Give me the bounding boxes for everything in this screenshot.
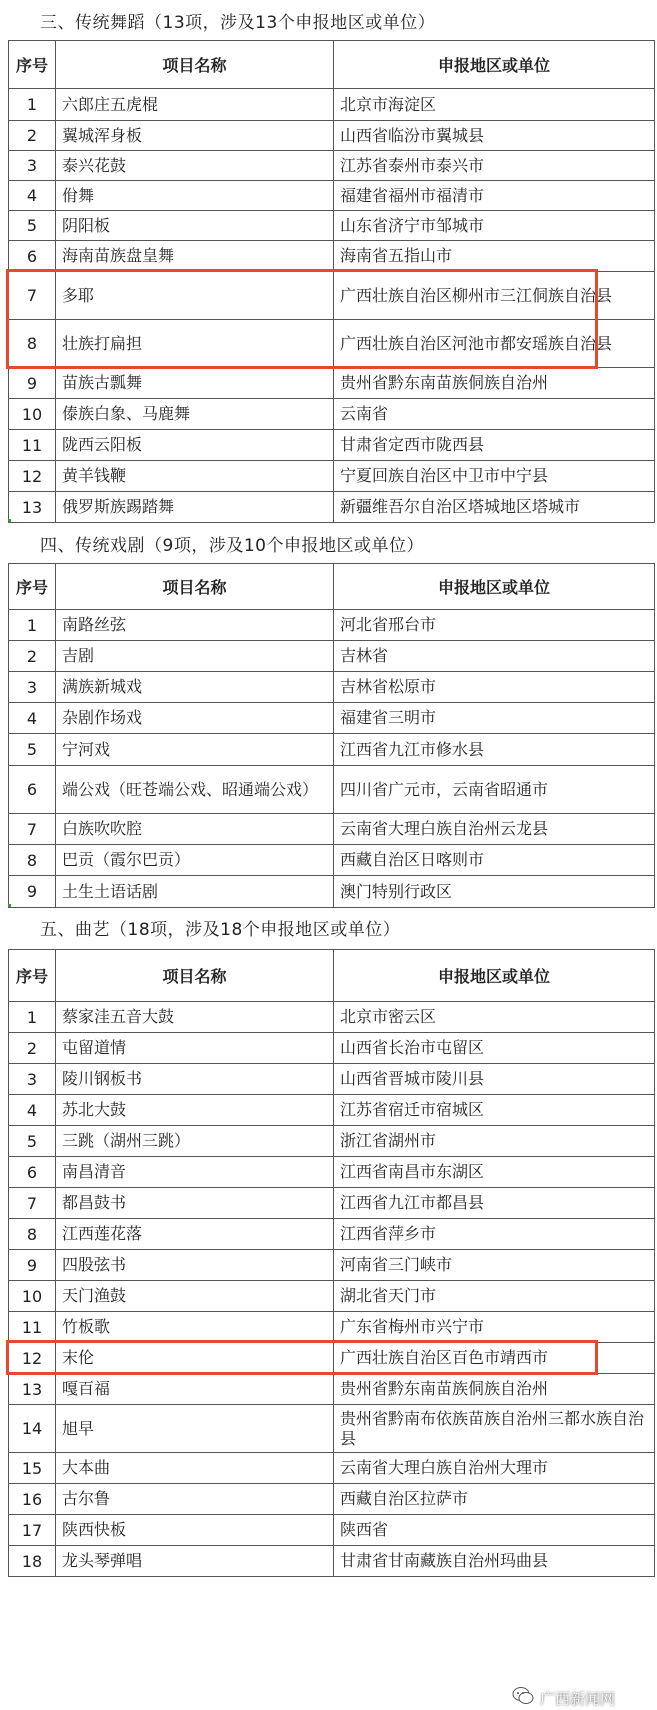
region-name: 福建省三明市	[334, 703, 655, 734]
item-name: 古尔鲁	[56, 1484, 334, 1515]
item-name: 南昌清音	[56, 1157, 334, 1188]
table-row	[9, 734, 655, 766]
region-name: 陕西省	[334, 1515, 655, 1546]
row-number: 6	[9, 766, 56, 814]
table-row	[9, 1312, 655, 1343]
row-number: 8	[9, 845, 56, 876]
region-name: 江西省九江市修水县	[334, 734, 655, 766]
region-name: 西藏自治区日喀则市	[334, 845, 655, 876]
corner-mark	[8, 904, 11, 907]
region-name: 广西壮族自治区河池市都安瑶族自治县	[334, 320, 655, 368]
table-row	[9, 641, 655, 672]
item-name: 屯留道情	[56, 1033, 334, 1064]
table-row	[9, 1343, 655, 1374]
row-number: 14	[9, 1405, 56, 1453]
row-number: 15	[9, 1453, 56, 1484]
row-number: 10	[9, 1281, 56, 1312]
table-row	[9, 1002, 655, 1033]
table-row	[9, 368, 655, 399]
row-number: 1	[9, 1002, 56, 1033]
item-name: 苏北大鼓	[56, 1095, 334, 1126]
heritage-table	[8, 40, 655, 523]
row-number: 11	[9, 430, 56, 461]
item-name: 旭早	[56, 1405, 334, 1453]
wechat-icon	[512, 1686, 534, 1706]
row-number: 12	[9, 461, 56, 492]
region-name: 云南省大理白族自治州大理市	[334, 1453, 655, 1484]
region-name: 江西省南昌市东湖区	[334, 1157, 655, 1188]
item-name: 白族吹吹腔	[56, 814, 334, 845]
row-number: 13	[9, 1374, 56, 1405]
region-name: 江苏省泰州市泰兴市	[334, 151, 655, 181]
table-header-row	[9, 41, 655, 89]
row-number: 16	[9, 1484, 56, 1515]
row-number: 2	[9, 121, 56, 151]
item-name: 黄羊钱鞭	[56, 461, 334, 492]
region-name: 宁夏回族自治区中卫市中宁县	[334, 461, 655, 492]
heritage-table	[8, 949, 655, 1577]
region-name: 新疆维吾尔自治区塔城地区塔城市	[334, 492, 655, 523]
item-name: 巴贡（霞尔巴贡）	[56, 845, 334, 876]
item-name: 陵川钢板书	[56, 1064, 334, 1095]
region-name: 福建省福州市福清市	[334, 181, 655, 211]
table-row	[9, 1405, 655, 1453]
row-number: 9	[9, 876, 56, 908]
item-name: 大本曲	[56, 1453, 334, 1484]
column-header-name: 项目名称	[56, 950, 334, 1002]
row-number: 7	[9, 814, 56, 845]
region-name: 贵州省黔东南苗族侗族自治州	[334, 368, 655, 399]
row-number: 4	[9, 181, 56, 211]
table-row	[9, 492, 655, 523]
region-name: 云南省	[334, 399, 655, 430]
row-number: 4	[9, 703, 56, 734]
table-row	[9, 814, 655, 845]
row-number: 1	[9, 89, 56, 121]
table-row	[9, 1515, 655, 1546]
row-number: 2	[9, 1033, 56, 1064]
region-name: 江苏省宿迁市宿城区	[334, 1095, 655, 1126]
item-name: 陇西云阳板	[56, 430, 334, 461]
table-row	[9, 1064, 655, 1095]
row-number: 6	[9, 1157, 56, 1188]
row-number: 9	[9, 368, 56, 399]
table-row	[9, 1219, 655, 1250]
region-name: 海南省五指山市	[334, 241, 655, 272]
row-number: 4	[9, 1095, 56, 1126]
region-name: 贵州省黔东南苗族侗族自治州	[334, 1374, 655, 1405]
row-number: 12	[9, 1343, 56, 1374]
item-name: 陕西快板	[56, 1515, 334, 1546]
region-name: 甘肃省定西市陇西县	[334, 430, 655, 461]
section-title: 四、传统戏剧（9项，涉及10个申报地区或单位）	[40, 536, 424, 556]
table-row	[9, 876, 655, 908]
table-row	[9, 1281, 655, 1312]
item-name: 苗族古瓢舞	[56, 368, 334, 399]
row-number: 18	[9, 1546, 56, 1577]
item-name: 吉剧	[56, 641, 334, 672]
region-name: 江西省萍乡市	[334, 1219, 655, 1250]
region-name: 吉林省松原市	[334, 672, 655, 703]
item-name: 阴阳板	[56, 211, 334, 241]
row-number: 13	[9, 492, 56, 523]
table-row	[9, 1546, 655, 1577]
item-name: 江西莲花落	[56, 1219, 334, 1250]
table-row	[9, 1126, 655, 1157]
item-name: 蔡家洼五音大鼓	[56, 1002, 334, 1033]
table-row	[9, 1374, 655, 1405]
row-number: 8	[9, 320, 56, 368]
region-name: 山西省临汾市翼城县	[334, 121, 655, 151]
row-number: 5	[9, 734, 56, 766]
item-name: 三跳（湖州三跳）	[56, 1126, 334, 1157]
region-name: 西藏自治区拉萨市	[334, 1484, 655, 1515]
region-name: 北京市海淀区	[334, 89, 655, 121]
region-name: 河南省三门峡市	[334, 1250, 655, 1281]
region-name: 山西省晋城市陵川县	[334, 1064, 655, 1095]
row-number: 11	[9, 1312, 56, 1343]
item-name: 佾舞	[56, 181, 334, 211]
row-number: 3	[9, 1064, 56, 1095]
region-name: 甘肃省甘南藏族自治州玛曲县	[334, 1546, 655, 1577]
row-number: 17	[9, 1515, 56, 1546]
row-number: 2	[9, 641, 56, 672]
table-row	[9, 1095, 655, 1126]
item-name: 壮族打扁担	[56, 320, 334, 368]
item-name: 六郎庄五虎棍	[56, 89, 334, 121]
section-title: 三、传统舞蹈（13项，涉及13个申报地区或单位）	[40, 13, 436, 33]
table-row	[9, 461, 655, 492]
region-name: 广西壮族自治区百色市靖西市	[334, 1343, 655, 1374]
item-name: 端公戏（旺苍端公戏、昭通端公戏）	[56, 766, 334, 814]
table-row	[9, 766, 655, 814]
row-number: 6	[9, 241, 56, 272]
region-name: 吉林省	[334, 641, 655, 672]
item-name: 俄罗斯族踢踏舞	[56, 492, 334, 523]
table-row	[9, 320, 655, 368]
item-name: 杂剧作场戏	[56, 703, 334, 734]
table-row	[9, 211, 655, 241]
item-name: 翼城浑身板	[56, 121, 334, 151]
row-number: 3	[9, 672, 56, 703]
table-row	[9, 1250, 655, 1281]
table-row	[9, 610, 655, 641]
row-number: 3	[9, 151, 56, 181]
column-header-no: 序号	[9, 950, 56, 1002]
item-name: 海南苗族盘皇舞	[56, 241, 334, 272]
region-name: 江西省九江市都昌县	[334, 1188, 655, 1219]
heritage-table	[8, 563, 655, 908]
item-name: 天门渔鼓	[56, 1281, 334, 1312]
table-row	[9, 151, 655, 181]
item-name: 宁河戏	[56, 734, 334, 766]
table-row	[9, 272, 655, 320]
item-name: 满族新城戏	[56, 672, 334, 703]
row-number: 5	[9, 1126, 56, 1157]
region-name: 贵州省黔南布依族苗族自治州三都水族自治县	[334, 1405, 655, 1453]
table-row	[9, 1484, 655, 1515]
column-header-name: 项目名称	[56, 564, 334, 610]
row-number: 10	[9, 399, 56, 430]
item-name: 都昌鼓书	[56, 1188, 334, 1219]
item-name: 南路丝弦	[56, 610, 334, 641]
table-row	[9, 703, 655, 734]
region-name: 浙江省湖州市	[334, 1126, 655, 1157]
row-number: 8	[9, 1219, 56, 1250]
item-name: 多耶	[56, 272, 334, 320]
table-row	[9, 121, 655, 151]
table-row	[9, 845, 655, 876]
row-number: 7	[9, 1188, 56, 1219]
row-number: 5	[9, 211, 56, 241]
table-row	[9, 1188, 655, 1219]
item-name: 嘎百福	[56, 1374, 334, 1405]
region-name: 云南省大理白族自治州云龙县	[334, 814, 655, 845]
column-header-name: 项目名称	[56, 41, 334, 89]
watermark-text: 广西新闻网	[540, 1690, 616, 1708]
table-row	[9, 430, 655, 461]
column-header-no: 序号	[9, 41, 56, 89]
table-row	[9, 1157, 655, 1188]
region-name: 山西省长治市屯留区	[334, 1033, 655, 1064]
region-name: 山东省济宁市邹城市	[334, 211, 655, 241]
table-row	[9, 89, 655, 121]
table-header-row	[9, 950, 655, 1002]
row-number: 7	[9, 272, 56, 320]
table-row	[9, 399, 655, 430]
region-name: 河北省邢台市	[334, 610, 655, 641]
item-name: 泰兴花鼓	[56, 151, 334, 181]
corner-mark	[8, 519, 11, 522]
item-name: 傣族白象、马鹿舞	[56, 399, 334, 430]
item-name: 土生土语话剧	[56, 876, 334, 908]
table-row	[9, 241, 655, 272]
item-name: 末伦	[56, 1343, 334, 1374]
region-name: 广东省梅州市兴宁市	[334, 1312, 655, 1343]
region-name: 广西壮族自治区柳州市三江侗族自治县	[334, 272, 655, 320]
column-header-region: 申报地区或单位	[334, 41, 655, 89]
item-name: 竹板歌	[56, 1312, 334, 1343]
region-name: 澳门特别行政区	[334, 876, 655, 908]
section-title: 五、曲艺（18项，涉及18个申报地区或单位）	[40, 920, 401, 940]
row-number: 1	[9, 610, 56, 641]
column-header-no: 序号	[9, 564, 56, 610]
table-row	[9, 672, 655, 703]
row-number: 9	[9, 1250, 56, 1281]
region-name: 北京市密云区	[334, 1002, 655, 1033]
item-name: 四股弦书	[56, 1250, 334, 1281]
table-header-row	[9, 564, 655, 610]
column-header-region: 申报地区或单位	[334, 564, 655, 610]
region-name: 四川省广元市，云南省昭通市	[334, 766, 655, 814]
column-header-region: 申报地区或单位	[334, 950, 655, 1002]
table-row	[9, 181, 655, 211]
region-name: 湖北省天门市	[334, 1281, 655, 1312]
item-name: 龙头琴弹唱	[56, 1546, 334, 1577]
table-row	[9, 1033, 655, 1064]
table-row	[9, 1453, 655, 1484]
